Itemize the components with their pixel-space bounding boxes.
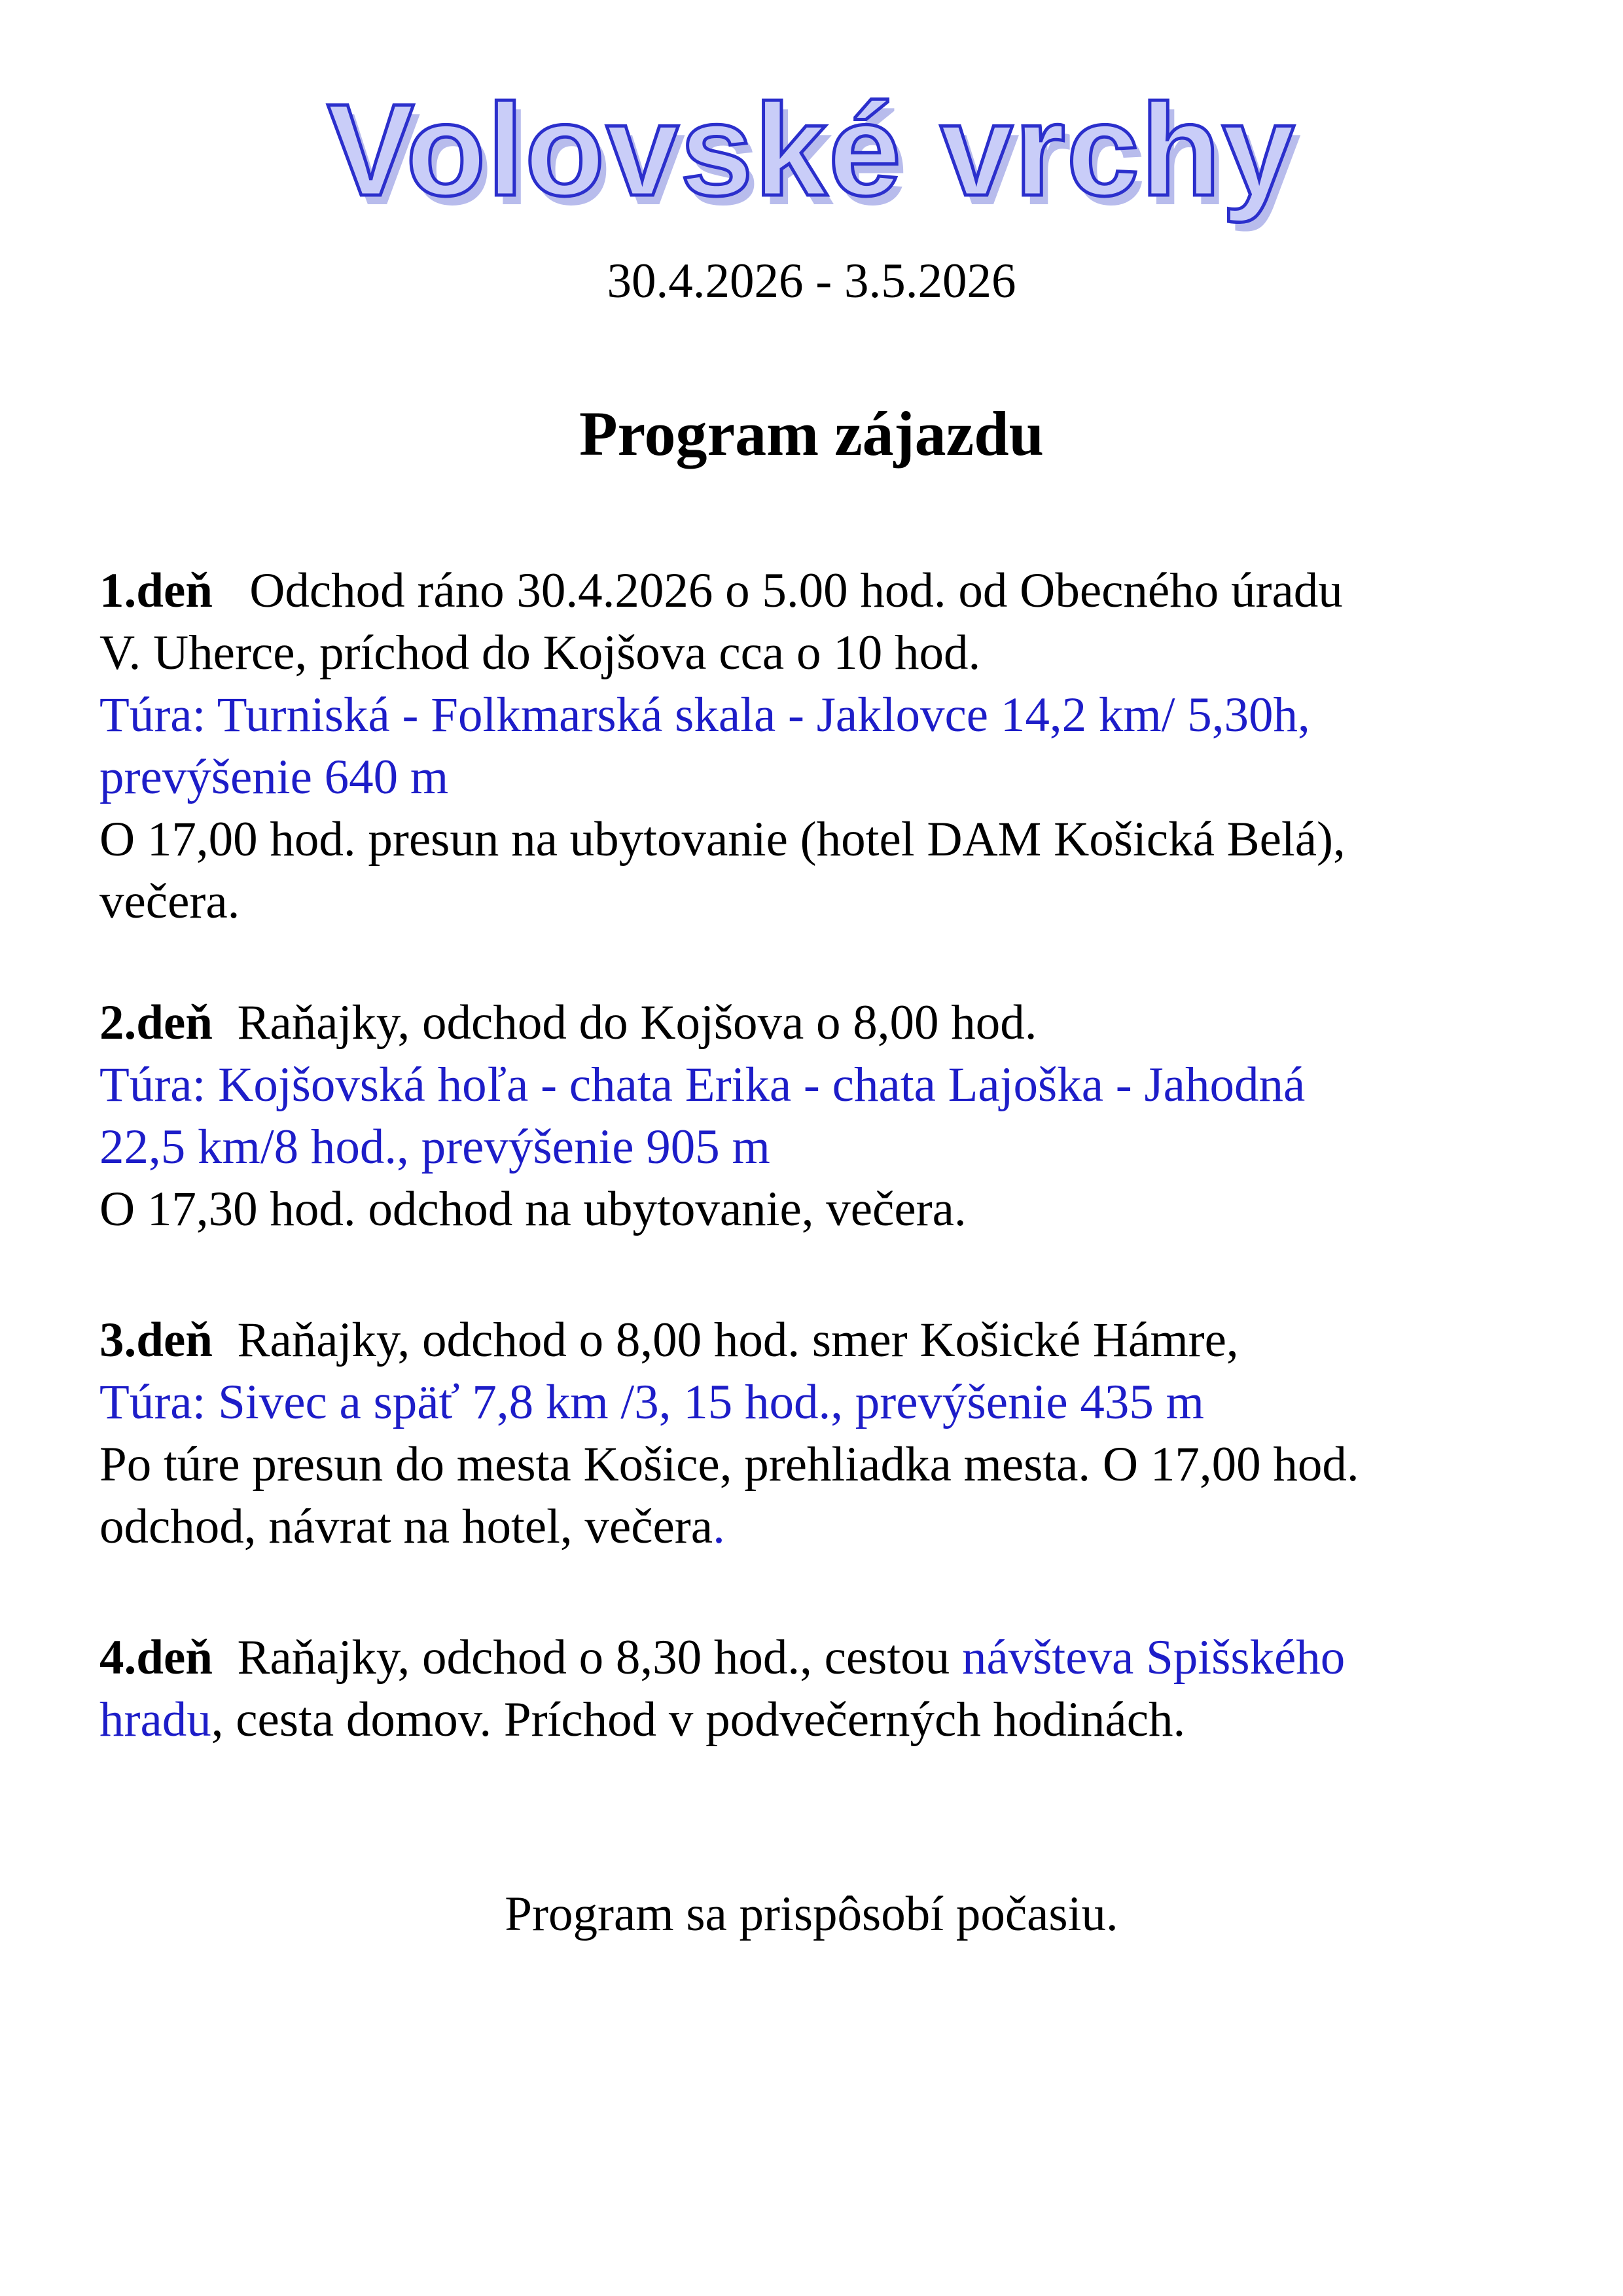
day-2-line [99, 992, 1533, 1054]
day-3-city-visit: Po túre presun do mesta Košice, prehliadka mesta. O 17,00 hod. [99, 1437, 1359, 1492]
day-2-breakfast: Raňajky, odchod do Kojšova o 8,00 hod. [237, 996, 1037, 1050]
day-4-home: , cesta domov. Príchod v podvečerných hodinách. [211, 1693, 1186, 1747]
day-3-return [99, 1496, 1533, 1558]
day-1-arrival: V. Uherce, príchod do Kojšova cca o 10 hod. [99, 626, 981, 680]
day-1-line [99, 560, 1533, 622]
trip-dates: 30.4.2026 - 3.5.2026 [607, 254, 1016, 308]
day-1-transfer: O 17,00 hod. presun na ubytovanie (hotel DAM Košická Belá), [99, 812, 1346, 867]
weather-note: Program sa prispôsobí počasiu. [505, 1887, 1118, 1941]
day-2-tour-elevation: 22,5 km/8 hod., prevýšenie 905 m [99, 1120, 770, 1174]
day-3-tour: Túra: Sivec a späť 7,8 km /3, 15 hod., prevýšenie 435 m [99, 1375, 1204, 1429]
day-4-line-2 [99, 1689, 1533, 1751]
day-4-line [99, 1626, 1533, 1689]
day-3-label: 3.deň [99, 1313, 213, 1367]
day-2-return: O 17,30 hod. odchod na ubytovanie, večera. [99, 1182, 967, 1236]
day-3-breakfast: Raňajky, odchod o 8,00 hod. smer Košické Hámre, [237, 1313, 1239, 1367]
day-3-return-text: odchod, návrat na hotel, večera [99, 1499, 713, 1554]
day-3-section [99, 1309, 1533, 1558]
day-3-return-period: . [713, 1499, 725, 1554]
day-4-breakfast: Raňajky, odchod o 8,30 hod., cestou [237, 1630, 962, 1685]
day-1-dinner: večera. [99, 874, 240, 929]
day-1-tour: Túra: Turniská - Folkmarská skala - Jaklovce 14,2 km/ 5,30h, [99, 688, 1310, 742]
day-1-section [99, 560, 1533, 933]
day-4-section [99, 1626, 1533, 1751]
day-4-castle-visit-end: hradu [99, 1693, 211, 1747]
day-2-tour: Túra: Kojšovská hoľa - chata Erika - chata Lajoška - Jahodná [99, 1058, 1306, 1112]
day-1-tour-elevation: prevýšenie 640 m [99, 750, 449, 804]
day-4-castle-visit: návšteva Spišského [961, 1630, 1346, 1685]
day-1-departure: Odchod ráno 30.4.2026 o 5.00 hod. od Obecného úradu [249, 564, 1343, 618]
day-1-label: 1.deň [99, 564, 213, 618]
program-heading: Program zájazdu [579, 399, 1044, 469]
day-3-line [99, 1309, 1533, 1371]
day-2-section [99, 992, 1533, 1240]
day-2-label: 2.deň [99, 996, 213, 1050]
page-title: Volovské vrchy [327, 77, 1296, 223]
day-4-label: 4.deň [99, 1630, 213, 1685]
